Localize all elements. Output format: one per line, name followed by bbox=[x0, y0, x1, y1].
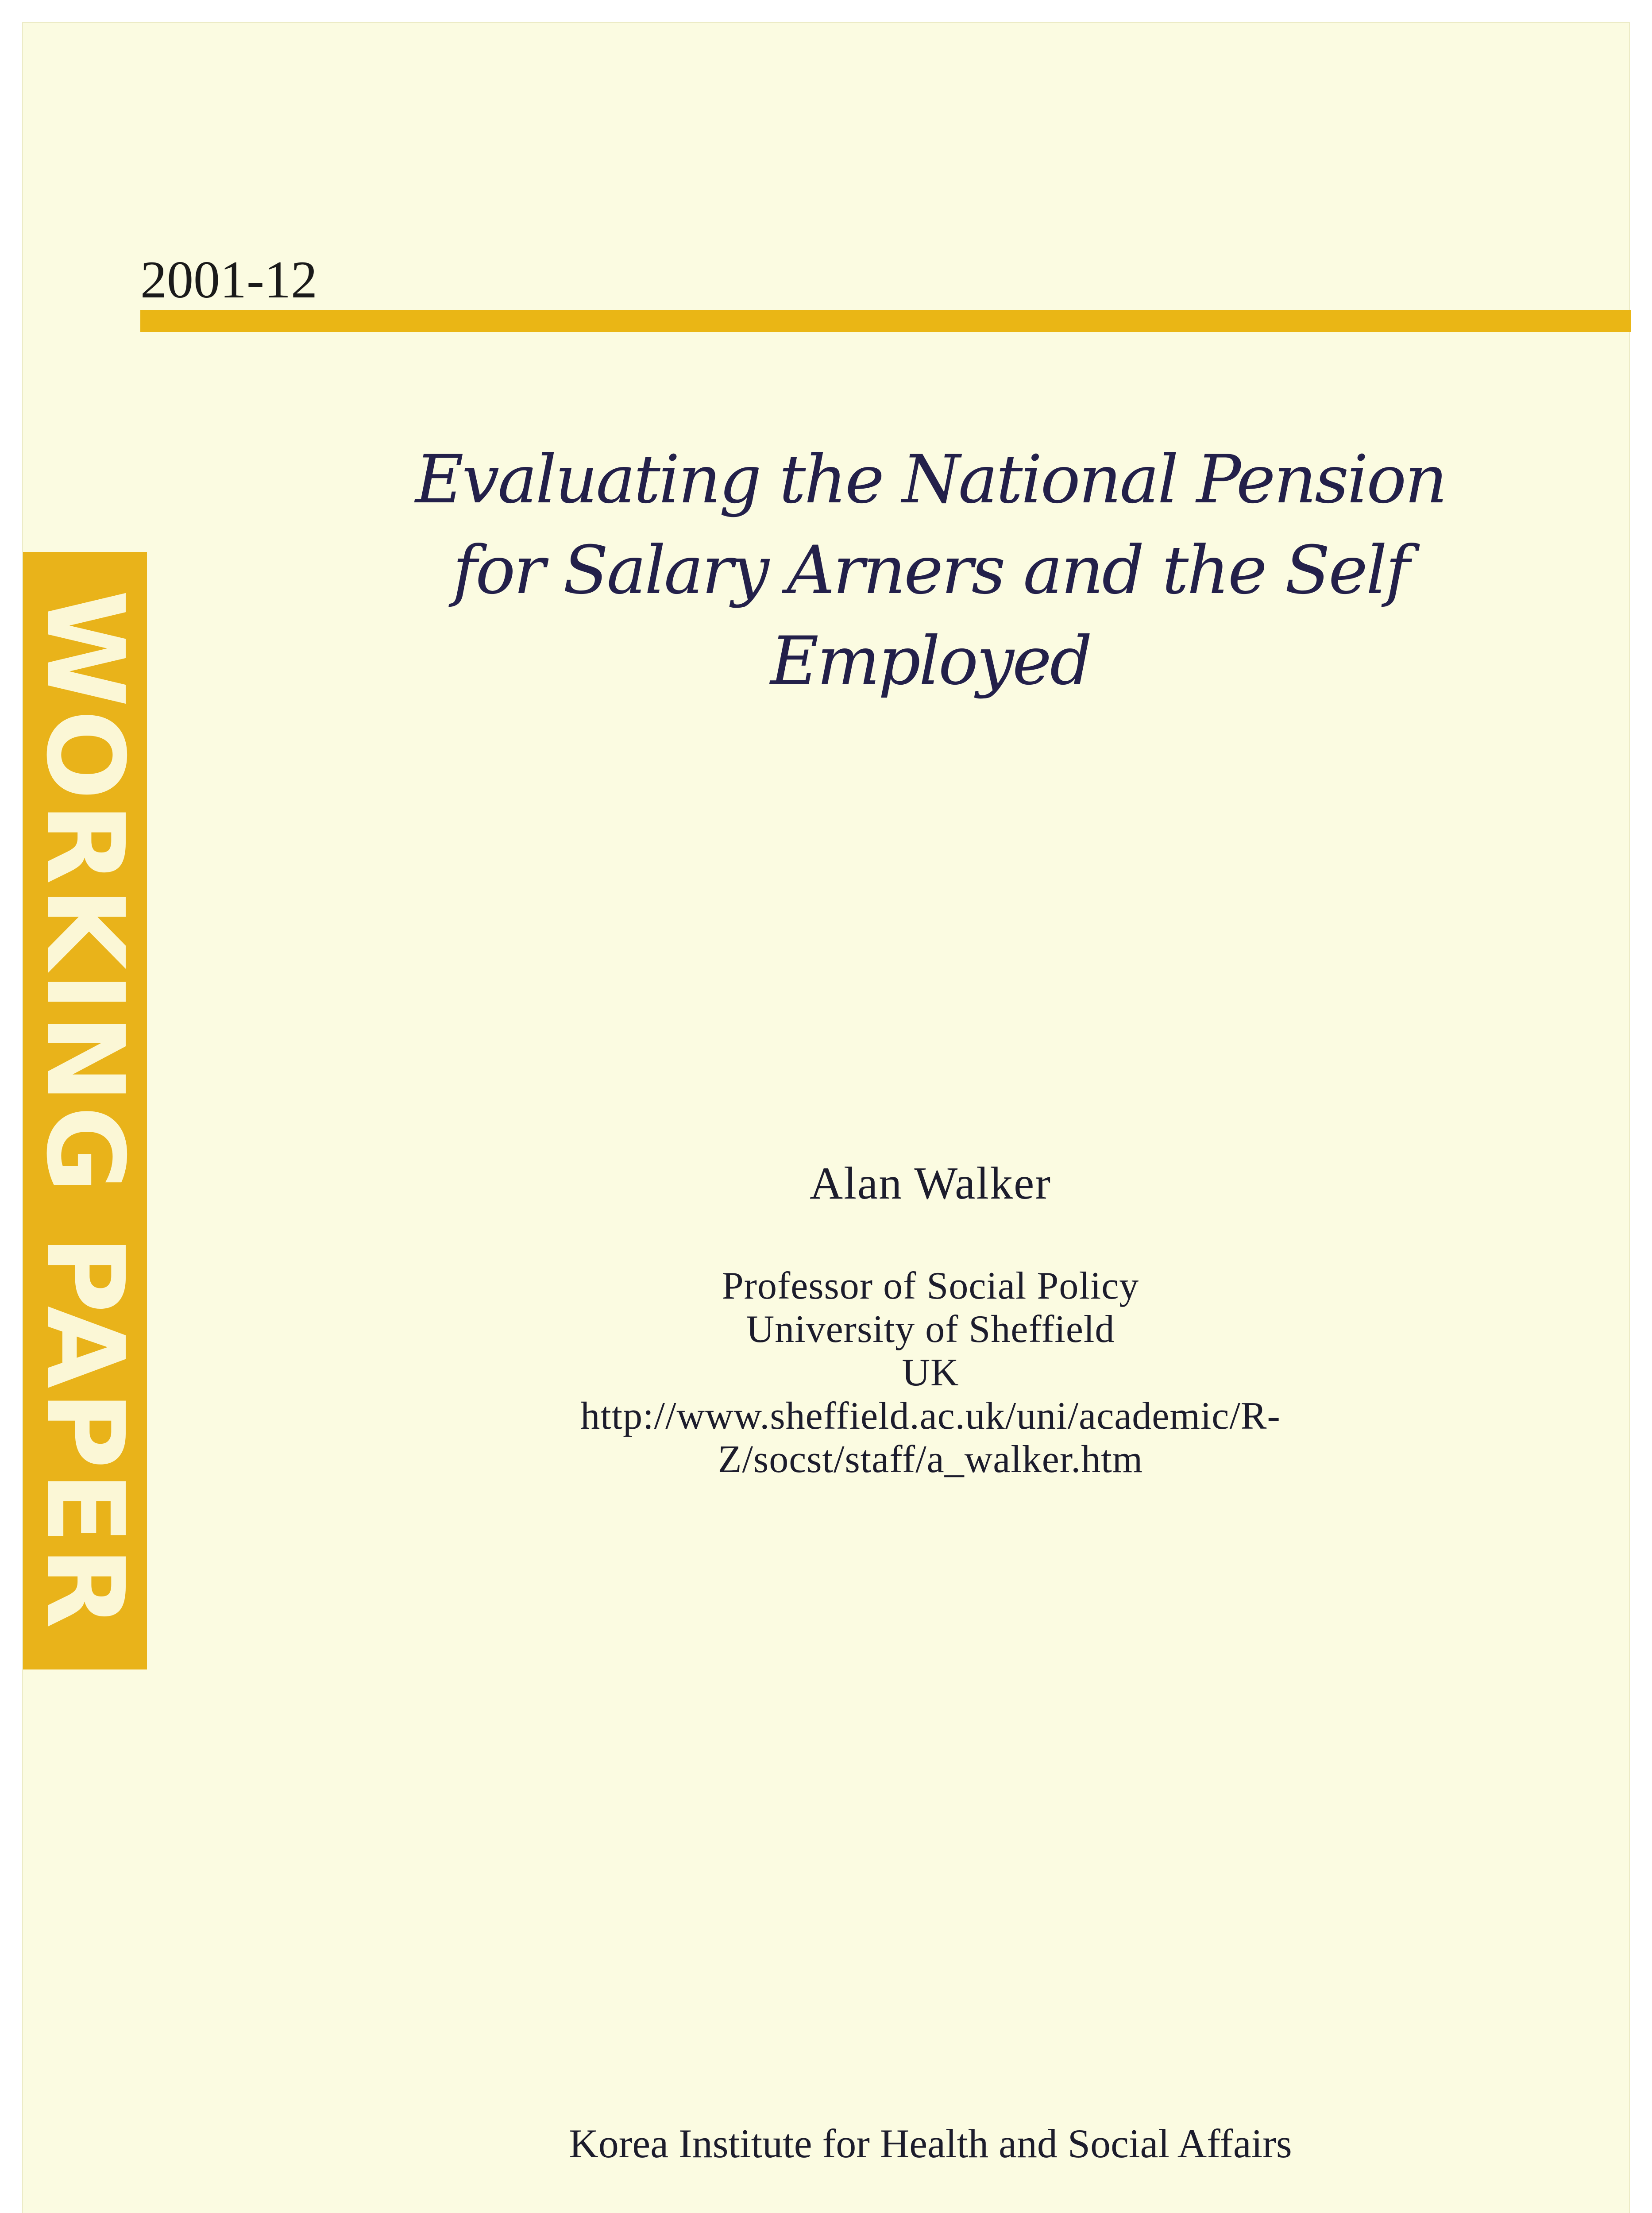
top-accent-rule bbox=[140, 310, 1631, 332]
title-line: Employed bbox=[770, 623, 1091, 700]
affiliation-line: Professor of Social Policy bbox=[722, 1265, 1139, 1307]
paper-title bbox=[377, 435, 1484, 707]
affiliation-line: University of Sheffield bbox=[746, 1308, 1115, 1351]
author-name: Alan Walker bbox=[810, 1158, 1051, 1209]
author-affiliation bbox=[333, 1265, 1528, 1481]
publisher-name: Korea Institute for Health and Social Affairs bbox=[569, 2121, 1292, 2166]
affiliation-url-line: http://www.sheffield.ac.uk/uni/academic/R- bbox=[580, 1395, 1281, 1438]
title-line: for Salary Arners and the Self bbox=[452, 532, 1409, 609]
affiliation-url-line: Z/socst/staff/a_walker.htm bbox=[718, 1438, 1143, 1481]
side-label: WORKING PAPER bbox=[23, 590, 147, 1631]
side-band bbox=[23, 552, 147, 1669]
cover-page bbox=[22, 22, 1630, 2213]
title-line: Evaluating the National Pension bbox=[415, 441, 1446, 518]
affiliation-line: UK bbox=[902, 1351, 959, 1394]
series-number: 2001-12 bbox=[140, 250, 317, 309]
